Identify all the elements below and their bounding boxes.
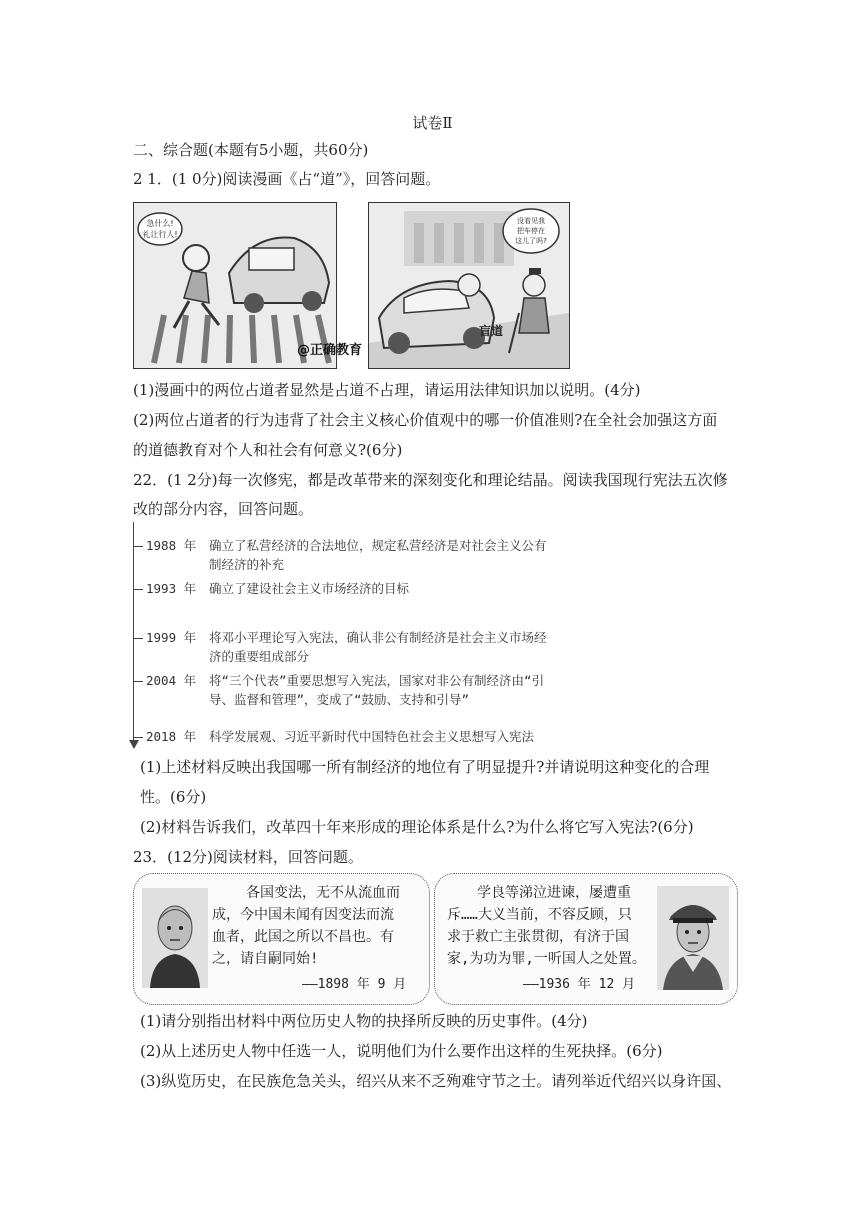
question-21-stem: 2 1．(1 0分)阅读漫画《占“道”》，回答问题。 (133, 170, 441, 188)
cartoon-right-bubble-line-3: 这儿了吗? (515, 237, 547, 245)
cartoon-right-bubble-line-2: 把车停在 (517, 227, 545, 235)
timeline-year: 1999 年 (146, 630, 197, 645)
timeline-axis (133, 522, 134, 744)
timeline-arrow-icon (129, 740, 139, 749)
question-23-stem: 23．(12分)阅读材料，回答问题。 (133, 848, 363, 866)
cartoon-right-illustration (369, 203, 569, 368)
timeline-text: 制经济的补充 (209, 557, 285, 572)
cartoon-left-bubble-line-1: 急什么! (146, 219, 174, 228)
timeline-year: 2018 年 (146, 729, 197, 744)
timeline-text: 确立了私营经济的合法地位，规定私营经济是对社会主义公有 (209, 538, 547, 553)
quote-right-line: 求于救亡主张贯彻，有济于国 (447, 929, 629, 945)
quote-left-line: 之，请自嗣同始! (212, 951, 319, 967)
timeline-year: 1993 年 (146, 581, 197, 596)
question-23-sub-1: (1)请分别指出材料中两位历史人物的抉择所反映的历史事件。(4分) (140, 1012, 588, 1030)
quote-left-date: ——1898 年 9 月 (302, 977, 407, 992)
timeline-text: 将邓小平理论写入宪法，确认非公有制经济是社会主义市场经 (209, 630, 547, 645)
constitution-timeline (130, 522, 600, 752)
timeline-year: 2004 年 (146, 673, 197, 688)
question-22-sub-1-line-1: (1)上述材料反映出我国哪一所有制经济的地位有了明显提升?并请说明这种变化的合理 (140, 758, 710, 776)
timeline-text: 将“三个代表”重要思想写入宪法，国家对非公有制经济由“引 (209, 673, 545, 688)
quote-right-line: 家,为功为罪,一听国人之处置。 (447, 951, 646, 967)
quote-left-line: 成，今中国未闻有因变法而流 (212, 907, 394, 923)
quote-right-date: ——1936 年 12 月 (523, 977, 636, 992)
timeline-tick (133, 638, 143, 639)
portrait-left (142, 888, 208, 988)
quote-right-line: 学良等涕泣进谏，屡遭重 (477, 885, 631, 901)
cartoon-watermark: @正确教育 (297, 343, 363, 358)
question-23-sub-3: (3)纵览历史，在民族危急关头，绍兴从来不乏殉难守节之士。请列举近代绍兴以身许国、 (140, 1072, 732, 1090)
timeline-text: 科学发展观、习近平新时代中国特色社会主义思想写入宪法 (209, 729, 535, 744)
cartoon-left-bubble-line-2: 礼让行人! (142, 230, 178, 239)
question-21-sub-1: (1)漫画中的两位占道者显然是占道不占理，请运用法律知识加以说明。(4分) (133, 381, 641, 399)
cartoon-right (297, 202, 570, 369)
question-23-sub-2: (2)从上述历史人物中任选一人，说明他们为什么要作出这样的生死抉择。(6分) (140, 1042, 663, 1060)
question-21-sub-2-line-1: (2)两位占道者的行为违背了社会主义核心价值观中的哪一价值准则?在全社会加强这方面 (133, 411, 718, 429)
timeline-year: 1988 年 (146, 538, 197, 553)
quote-left-line: 各国变法，无不从流血而 (246, 885, 400, 901)
timeline-text: 确立了建设社会主义市场经济的目标 (209, 581, 410, 596)
question-22-stem-line-1: 22．(1 2分)每一次修宪，都是改革带来的深刻变化和理论结晶。阅读我国现行宪法五次修 (133, 471, 728, 489)
timeline-text: 导、监督和管理”，变成了“鼓励、支持和引导” (209, 692, 470, 707)
question-22-stem-line-2: 改的部分内容，回答问题。 (133, 500, 314, 518)
question-21-sub-2-line-2: 的道德教育对个人和社会有何意义?(6分) (133, 441, 403, 459)
timeline-tick (133, 681, 143, 682)
question-22-sub-1-line-2: 性。(6分) (140, 788, 207, 806)
timeline-tick (133, 589, 143, 590)
timeline-text: 济的重要组成部分 (209, 649, 310, 664)
quote-left-line: 血者，此国之所以不昌也。有 (212, 929, 394, 945)
cartoon-right-bubble-line-1: 没看见我 (517, 217, 545, 225)
quote-right-line: 斥……大义当前，不容反顾，只 (447, 907, 632, 923)
cartoon-right-label: 盲道 (479, 324, 504, 338)
quote-box-right (434, 873, 738, 1005)
portrait-right (657, 886, 729, 990)
question-22-sub-2: (2)材料告诉我们，改革四十年来形成的理论体系是什么?为什么将它写入宪法?(6分) (140, 818, 694, 836)
paper-title: 试卷Ⅱ (412, 114, 453, 132)
timeline-tick (133, 737, 143, 738)
timeline-tick (133, 546, 143, 547)
quote-box-left (133, 873, 430, 1005)
section-heading: 二、综合题(本题有5小题，共60分) (133, 141, 369, 159)
